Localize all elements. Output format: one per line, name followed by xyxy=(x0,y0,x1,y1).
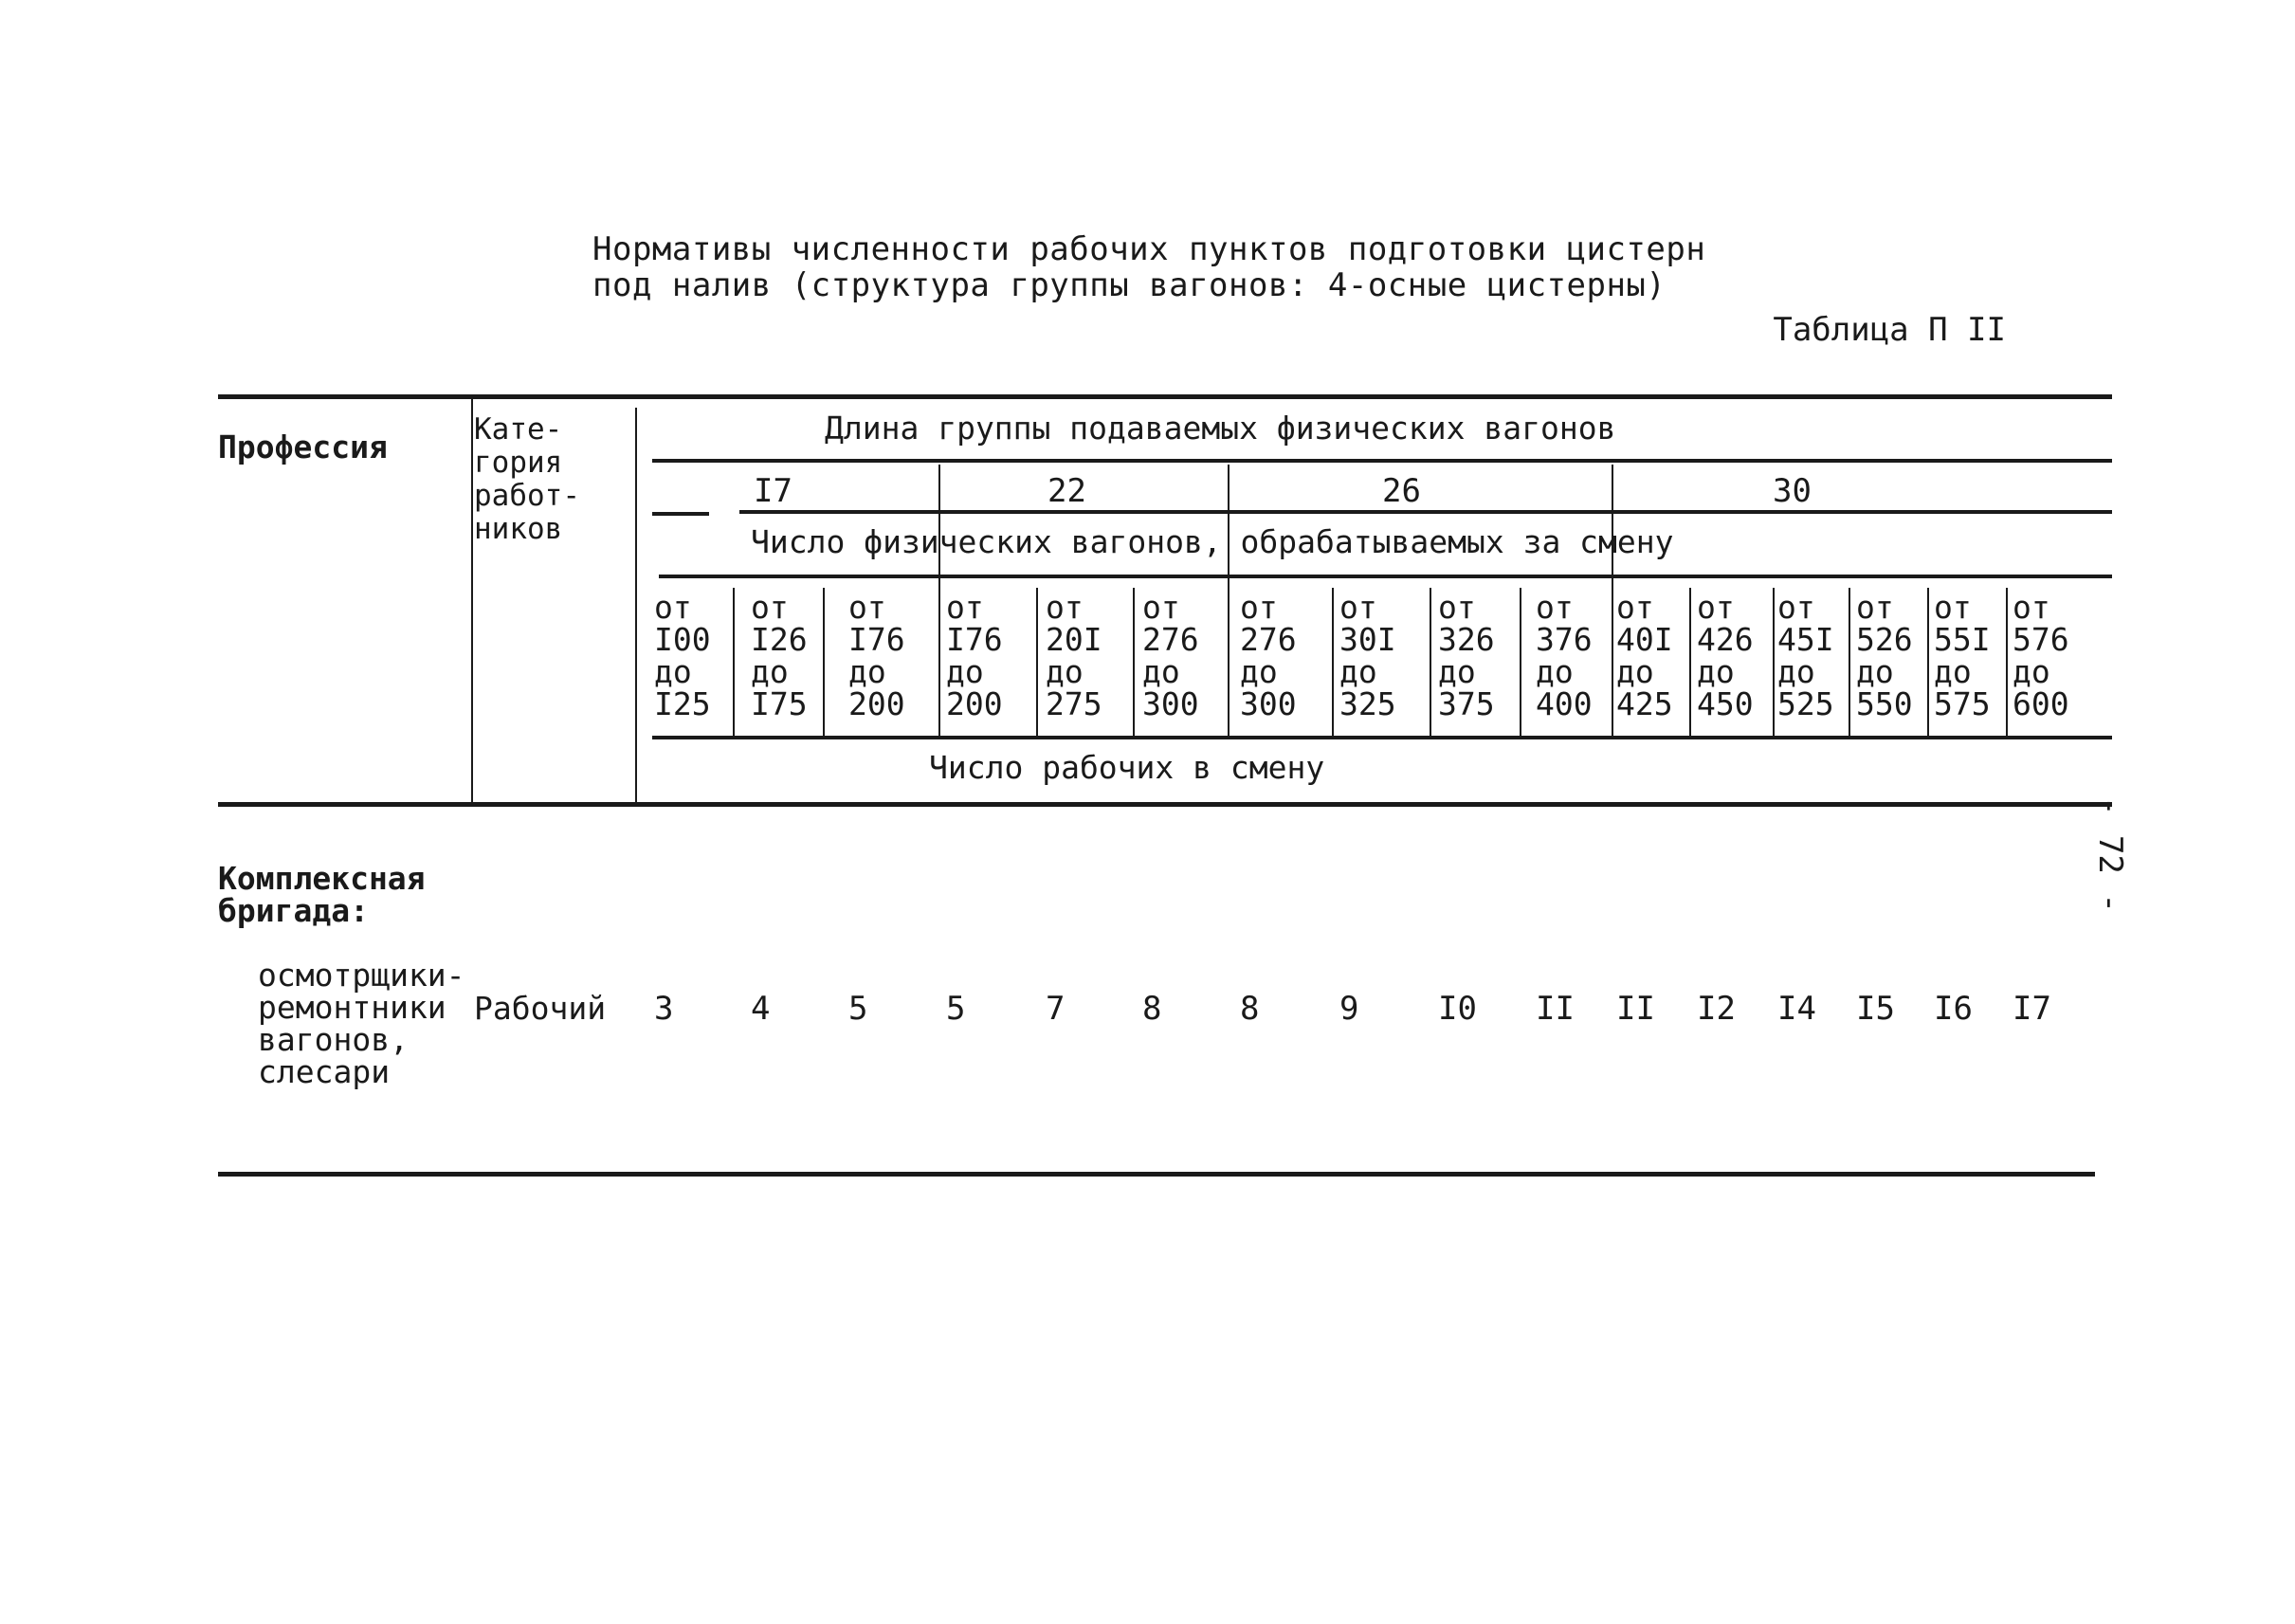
table-cell: 8 xyxy=(1142,990,1162,1028)
range-cell: от 55I до 575 xyxy=(1934,589,1991,722)
table-cell: I2 xyxy=(1697,990,1736,1028)
range-cell: от 426 до 450 xyxy=(1697,589,1754,722)
table-cell: 7 xyxy=(1046,990,1066,1028)
rule-vert-range-12 xyxy=(1773,588,1775,736)
range-cell: от 376 до 400 xyxy=(1536,589,1593,722)
table-cell: I5 xyxy=(1856,990,1895,1028)
row-profession: осмотрщики- ремонтники вагонов, слесари xyxy=(258,957,465,1090)
rule-vert-profession xyxy=(471,398,473,802)
rule-under-groups-left xyxy=(652,512,709,516)
rule-vert-range-5 xyxy=(1133,588,1135,736)
title-line-1: Нормативы численности рабочих пунктов подготовки цистерн xyxy=(592,230,1706,268)
range-cell: от 45I до 525 xyxy=(1777,589,1834,722)
table-cell: 9 xyxy=(1339,990,1359,1028)
table-cell: I0 xyxy=(1438,990,1477,1028)
range-cell: от I00 до I25 xyxy=(654,589,711,722)
rule-under-wagons xyxy=(659,575,2112,578)
table-cell: II xyxy=(1616,990,1655,1028)
rule-vert-range-4 xyxy=(1036,588,1038,736)
table-cell: I7 xyxy=(2013,990,2051,1028)
header-profession: Профессия xyxy=(218,429,388,465)
rule-vert-range-8 xyxy=(1430,588,1431,736)
rule-vert-group-1 xyxy=(938,465,940,736)
header-wagons-per-shift: Число физических вагонов, обрабатываемых за смену xyxy=(751,523,1674,560)
table-cell: I6 xyxy=(1934,990,1973,1028)
rule-under-length xyxy=(652,459,2112,463)
rule-under-ranges xyxy=(652,736,2112,739)
rule-vert-group-3 xyxy=(1612,465,1613,736)
rule-vert-range-14 xyxy=(1927,588,1929,736)
rule-vert-group-2 xyxy=(1228,465,1229,736)
range-cell: от 276 до 300 xyxy=(1240,589,1297,722)
header-group-17: I7 xyxy=(754,472,792,510)
table-cell: 3 xyxy=(654,990,674,1028)
table-label: Таблица П II xyxy=(1773,311,2006,349)
rule-header-bottom xyxy=(218,802,2112,807)
table-cell: 5 xyxy=(946,990,966,1028)
range-cell: от 526 до 550 xyxy=(1856,589,1913,722)
rule-top xyxy=(218,394,2112,399)
range-cell: от 30I до 325 xyxy=(1339,589,1396,722)
header-group-30: 30 xyxy=(1773,472,1812,510)
header-workers-per-shift: Число рабочих в смену xyxy=(929,749,1325,786)
rule-vert-range-15 xyxy=(2006,588,2008,736)
row-category: Рабочий xyxy=(474,990,607,1027)
rule-vert-range-13 xyxy=(1849,588,1850,736)
range-cell: от 40I до 425 xyxy=(1616,589,1673,722)
section-title: Комплексная бригада: xyxy=(218,860,426,929)
range-cell: от I76 до 200 xyxy=(946,589,1003,722)
rule-vert-range-9 xyxy=(1520,588,1521,736)
rule-vert-category xyxy=(635,408,637,802)
header-category: Кате- гория работ- ников xyxy=(474,412,580,546)
rule-table-bottom xyxy=(218,1172,2095,1177)
page-number: - 72 - xyxy=(2091,796,2129,913)
title-line-2: под налив (структура группы вагонов: 4-осные цистерны) xyxy=(592,266,1667,304)
rule-vert-range-1 xyxy=(733,588,735,736)
range-cell: от I76 до 200 xyxy=(848,589,905,722)
table-cell: 5 xyxy=(848,990,868,1028)
range-cell: от 20I до 275 xyxy=(1046,589,1102,722)
table-title xyxy=(592,231,1705,303)
rule-vert-range-2 xyxy=(823,588,825,736)
table-cell: 4 xyxy=(751,990,771,1028)
range-cell: от 576 до 600 xyxy=(2013,589,2069,722)
range-cell: от 326 до 375 xyxy=(1438,589,1495,722)
range-cell: от I26 до I75 xyxy=(751,589,808,722)
table-cell: 8 xyxy=(1240,990,1260,1028)
header-group-length: Длина группы подаваемых физических вагонов xyxy=(825,410,1616,447)
table-cell: II xyxy=(1536,990,1575,1028)
header-group-26: 26 xyxy=(1382,472,1421,510)
header-group-22: 22 xyxy=(1047,472,1086,510)
rule-vert-range-7 xyxy=(1332,588,1334,736)
rule-under-groups xyxy=(739,510,2112,514)
table-cell: I4 xyxy=(1777,990,1816,1028)
rule-vert-range-11 xyxy=(1689,588,1691,736)
range-cell: от 276 до 300 xyxy=(1142,589,1199,722)
